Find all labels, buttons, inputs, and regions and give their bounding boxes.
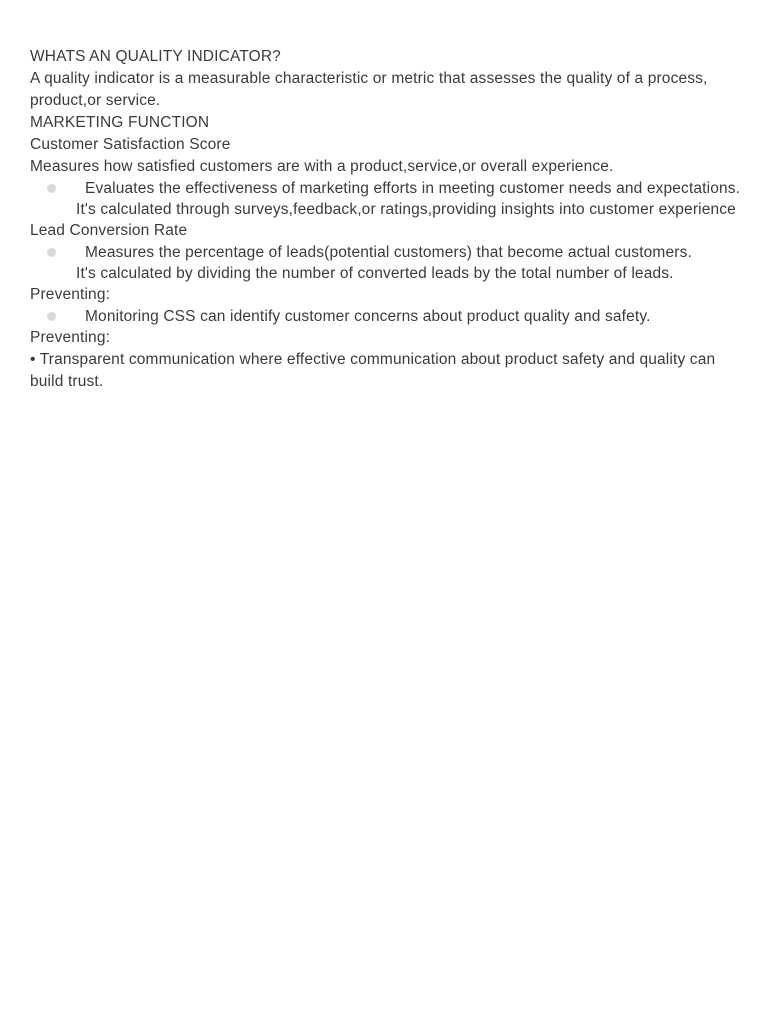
preventing-bullet — [30, 306, 742, 327]
heading: WHATS AN QUALITY INDICATOR? — [30, 48, 281, 65]
document-body — [30, 46, 742, 393]
bullet-dot-icon — [47, 184, 56, 193]
csat-bullet — [30, 178, 742, 220]
preventing-text-2: • Transparent communication where effective communication about product safety and quality can build trust. — [30, 351, 716, 390]
csat-bullet-line2: It's calculated through surveys,feedback,or ratings,providing insights into customer experience — [76, 201, 736, 218]
csat-title: Customer Satisfaction Score — [30, 136, 231, 153]
lead-conversion-bullet — [30, 242, 742, 284]
bullet-dot-icon — [47, 248, 56, 257]
lead-conversion-bullet-line2: It's calculated by dividing the number of converted leads by the total number of leads. — [76, 265, 674, 282]
csat-description: Measures how satisfied customers are with a product,service,or overall experience. — [30, 158, 614, 175]
preventing-title-2: Preventing: — [30, 329, 111, 346]
definition-paragraph: A quality indicator is a measurable characteristic or metric that assesses the quality of a process, product,or service. — [30, 70, 708, 109]
section-title: MARKETING FUNCTION — [30, 114, 210, 131]
lead-conversion-title: Lead Conversion Rate — [30, 222, 188, 239]
lead-conversion-bullet-line1: Measures the percentage of leads(potential customers) that become actual customers. — [85, 244, 692, 261]
csat-bullet-line1: Evaluates the effectiveness of marketing efforts in meeting customer needs and expectations. — [85, 180, 741, 197]
preventing-bullet-text: Monitoring CSS can identify customer concerns about product quality and safety. — [85, 308, 651, 325]
bullet-dot-icon — [47, 312, 56, 321]
preventing-title-1: Preventing: — [30, 286, 111, 303]
